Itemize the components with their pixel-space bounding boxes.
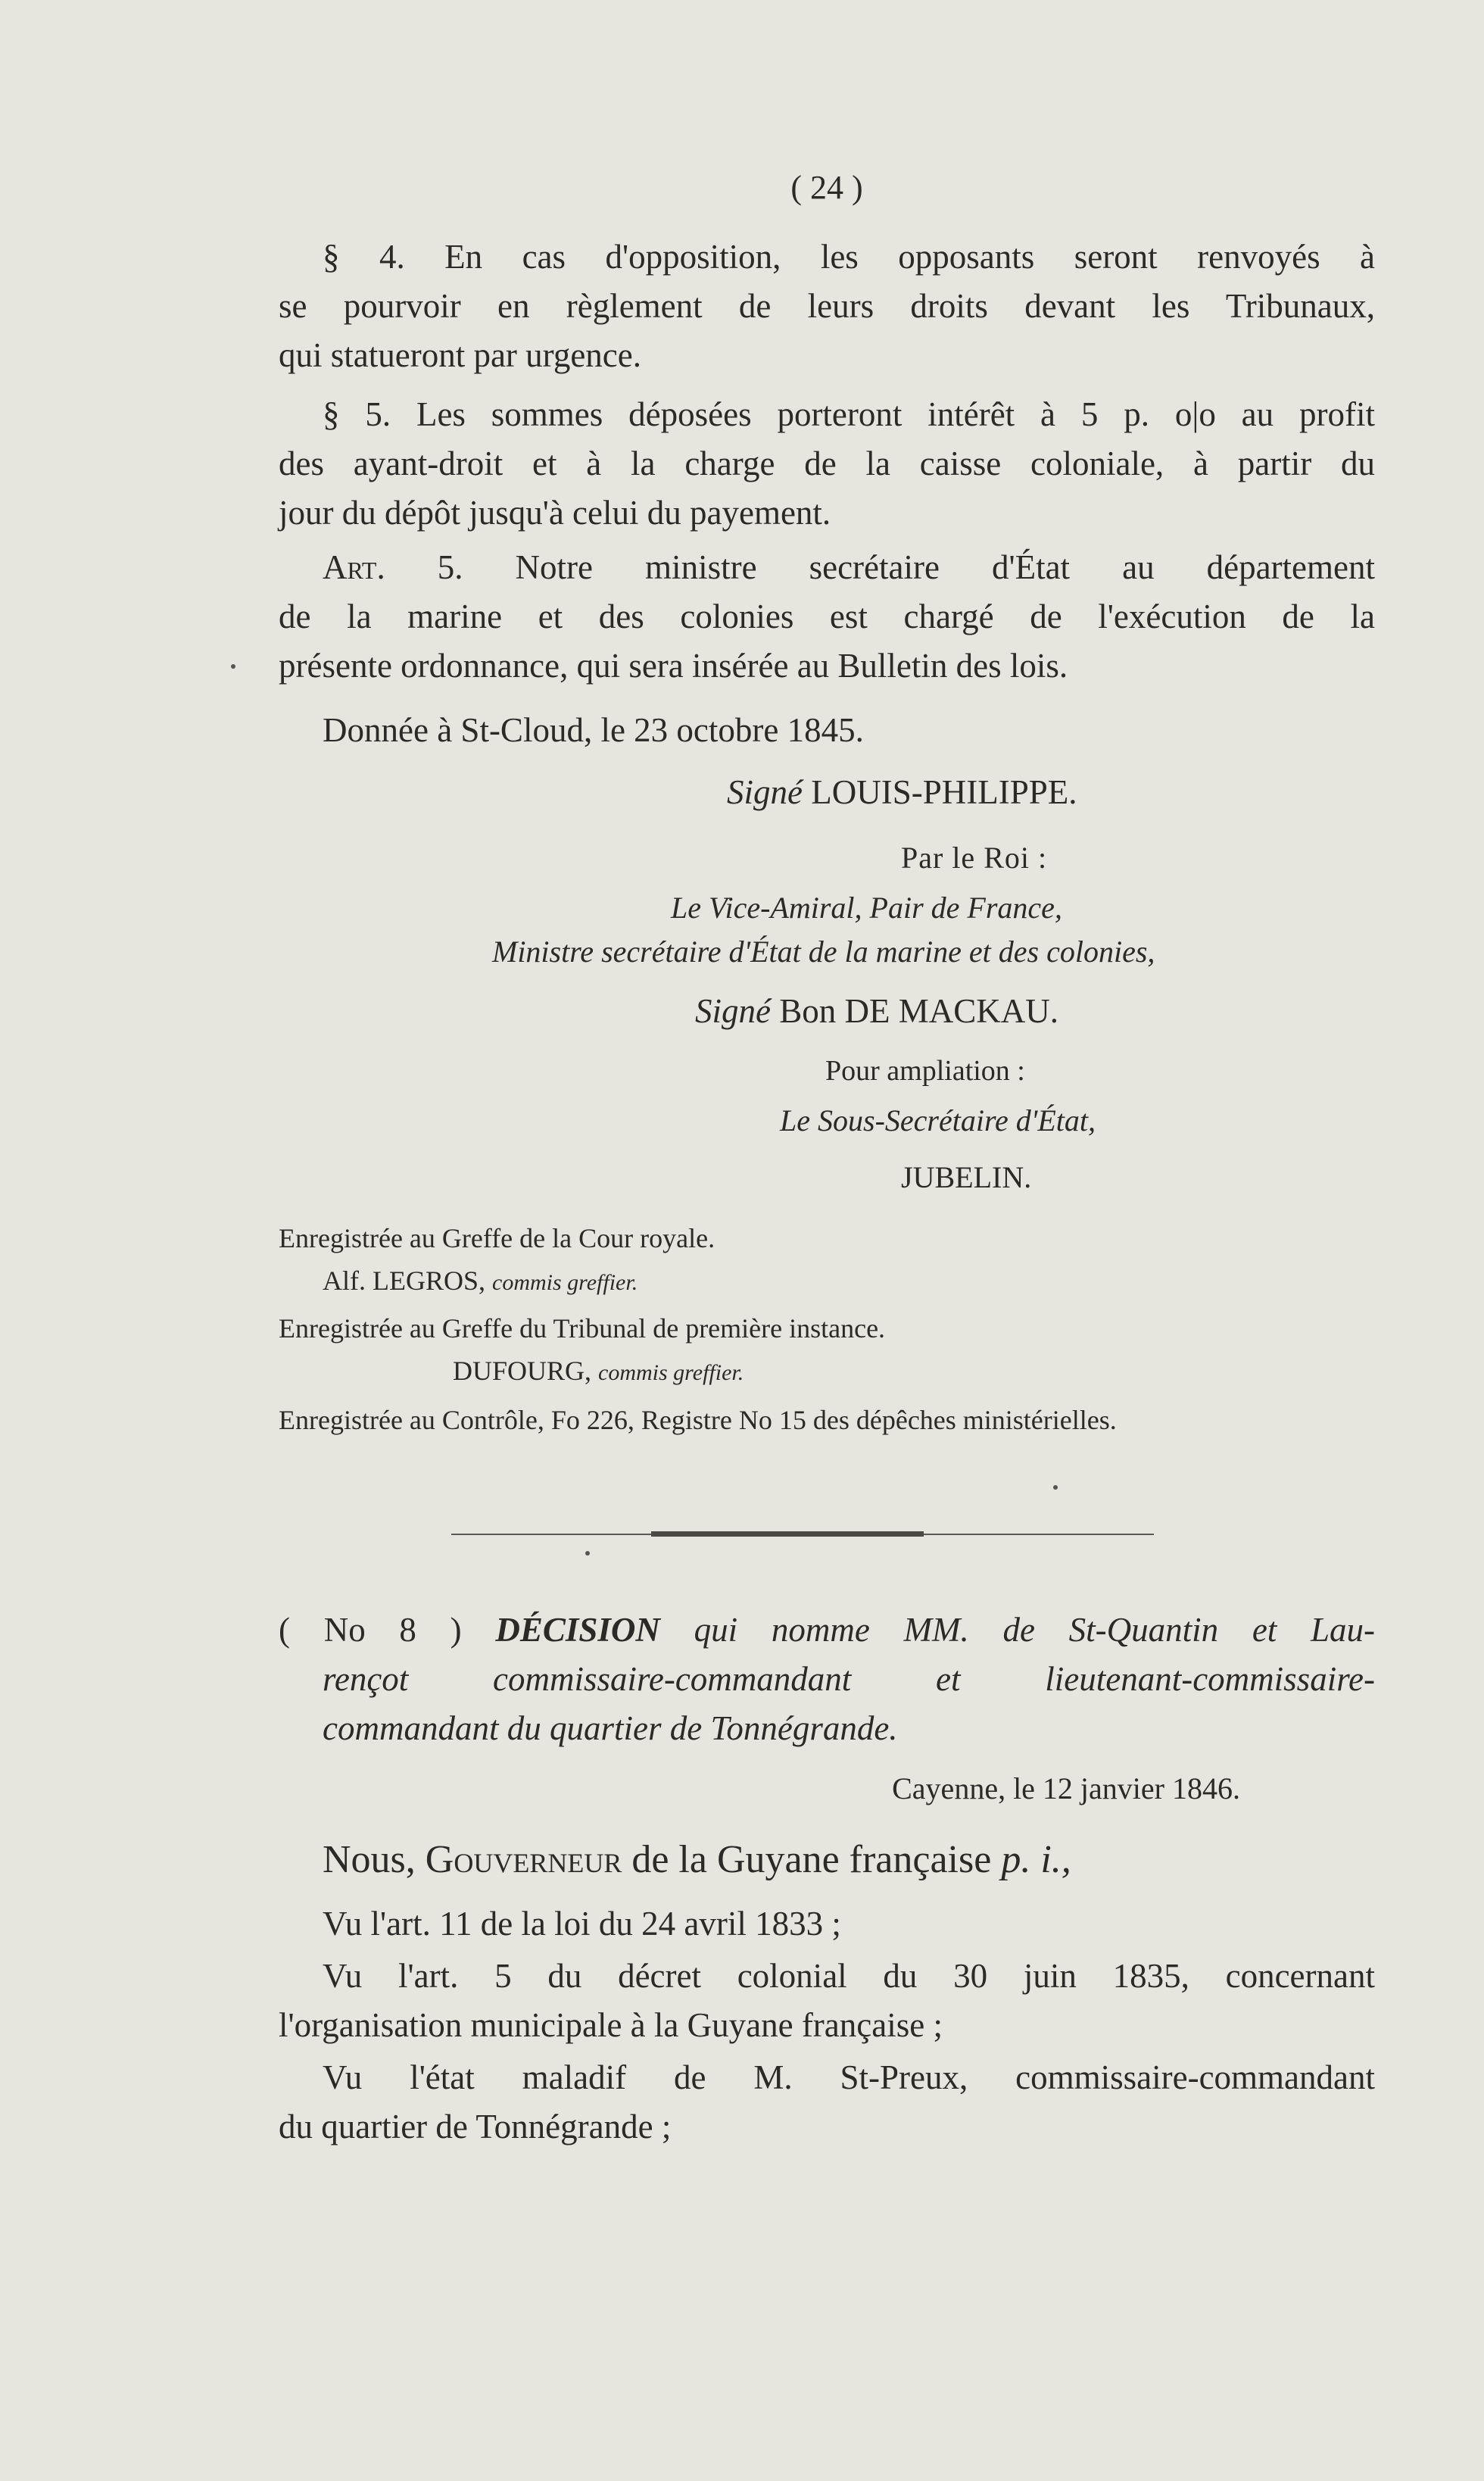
legros-role: commis greffier. bbox=[492, 1270, 638, 1295]
given-at-line: Donnée à St-Cloud, le 23 octobre 1845. bbox=[323, 711, 864, 749]
dufourg-name: DUFOURG, bbox=[453, 1356, 592, 1386]
pi-text: p. i., bbox=[1001, 1838, 1071, 1881]
paragraph-4 bbox=[279, 232, 1375, 380]
king-name: LOUIS-PHILIPPE. bbox=[811, 773, 1077, 811]
signe-label-2: Signé bbox=[695, 992, 771, 1030]
considerants-block bbox=[279, 1899, 1375, 2152]
paper-speck bbox=[1053, 1485, 1058, 1490]
vu-line-2a: Vu l'art. 5 du décret colonial du 30 juin 1835, concernant bbox=[323, 1957, 1375, 1995]
signature-minister bbox=[695, 987, 1301, 1036]
gouverneur-word: Gouverneur bbox=[425, 1838, 622, 1881]
guyane-text: de la Guyane française bbox=[631, 1838, 992, 1881]
nous-word: Nous, bbox=[323, 1838, 416, 1881]
decision-line-2: rençot commissaire-commandant et lieutenant-commissaire- bbox=[323, 1660, 1375, 1698]
paragraph-5-line-3: jour du dépôt jusqu'à celui du payement. bbox=[279, 494, 831, 532]
sous-secretaire: Le Sous-Secrétaire d'État, bbox=[780, 1103, 1096, 1138]
vu-line-3b: du quartier de Tonnégrande ; bbox=[279, 2108, 672, 2146]
paper-speck bbox=[585, 1551, 590, 1556]
minister-name: Bon DE MACKAU. bbox=[779, 992, 1059, 1030]
page-number: ( 24 ) bbox=[790, 169, 863, 206]
paragraph-4-line-3: qui statueront par urgence. bbox=[279, 336, 642, 374]
legros-line bbox=[279, 1262, 1375, 1302]
decision-heading bbox=[279, 1606, 1375, 1753]
decision-line-3: commandant du quartier de Tonnégrande. bbox=[323, 1709, 898, 1747]
vice-amiral-block bbox=[492, 886, 1401, 974]
article-5-line-3: présente ordonnance, qui sera insérée au Bulletin des lois. bbox=[279, 647, 1068, 685]
article-5-line-2: de la marine et des colonies est chargé de l'exécution de la bbox=[279, 598, 1375, 635]
pour-ampliation: Pour ampliation : bbox=[825, 1055, 1025, 1087]
decision-title: DÉCISION bbox=[495, 1611, 660, 1649]
article-5 bbox=[279, 543, 1375, 691]
nous-gouverneur-line bbox=[323, 1833, 1383, 1887]
separator-rule-center bbox=[651, 1531, 924, 1537]
paragraph-5-line-2: des ayant-droit et à la charge de la caisse coloniale, à partir du bbox=[279, 445, 1375, 482]
registration-tribunal: Enregistrée au Greffe du Tribunal de première instance. bbox=[279, 1313, 886, 1343]
decision-line-1 bbox=[279, 1606, 1375, 1655]
registrations-block bbox=[279, 1219, 1375, 1439]
signature-king bbox=[727, 768, 1257, 817]
vu-line-1: Vu l'art. 11 de la loi du 24 avril 1833 ; bbox=[323, 1905, 841, 1943]
article-5-line-1-text: 5. Notre ministre secrétaire d'État au département bbox=[437, 548, 1375, 586]
vu-line-3a: Vu l'état maladif de M. St-Preux, commissaire-commandant bbox=[323, 2058, 1375, 2096]
paragraph-4-line-1: § 4. En cas d'opposition, les opposants seront renvoyés à bbox=[323, 238, 1375, 276]
paragraph-4-line-2: se pourvoir en règlement de leurs droits devant les Tribunaux, bbox=[279, 287, 1375, 325]
signe-label: Signé bbox=[727, 773, 803, 811]
vice-amiral-line-2: Ministre secrétaire d'État de la marine et des colonies, bbox=[492, 935, 1155, 969]
vu-line-2b: l'organisation municipale à la Guyane française ; bbox=[279, 2006, 943, 2044]
paper-speck bbox=[231, 664, 235, 669]
paragraph-5 bbox=[279, 390, 1375, 538]
registration-controle: Enregistrée au Contrôle, Fo 226, Registre No 15 des dépêches ministérielles. bbox=[279, 1405, 1117, 1435]
decision-number: ( No 8 ) bbox=[279, 1611, 462, 1649]
dufourg-line bbox=[279, 1352, 1375, 1392]
vice-amiral-line-1: Le Vice-Amiral, Pair de France, bbox=[671, 891, 1062, 925]
jubelin-signature: JUBELIN. bbox=[901, 1160, 1032, 1194]
paragraph-5-line-1: § 5. Les sommes déposées porteront intérêt à 5 p. o|o au profit bbox=[323, 395, 1375, 433]
article-5-line-1 bbox=[279, 543, 1375, 592]
registration-cour: Enregistrée au Greffe de la Cour royale. bbox=[279, 1223, 716, 1253]
date-place-line: Cayenne, le 12 janvier 1846. bbox=[892, 1771, 1240, 1805]
article-label: Art. bbox=[323, 548, 385, 586]
decision-line-1-text: qui nomme MM. de St-Quantin et Lau- bbox=[694, 1611, 1376, 1649]
dufourg-role: commis greffier. bbox=[598, 1360, 744, 1385]
par-le-roi: Par le Roi : bbox=[901, 841, 1048, 875]
legros-name: Alf. LEGROS, bbox=[323, 1265, 485, 1296]
